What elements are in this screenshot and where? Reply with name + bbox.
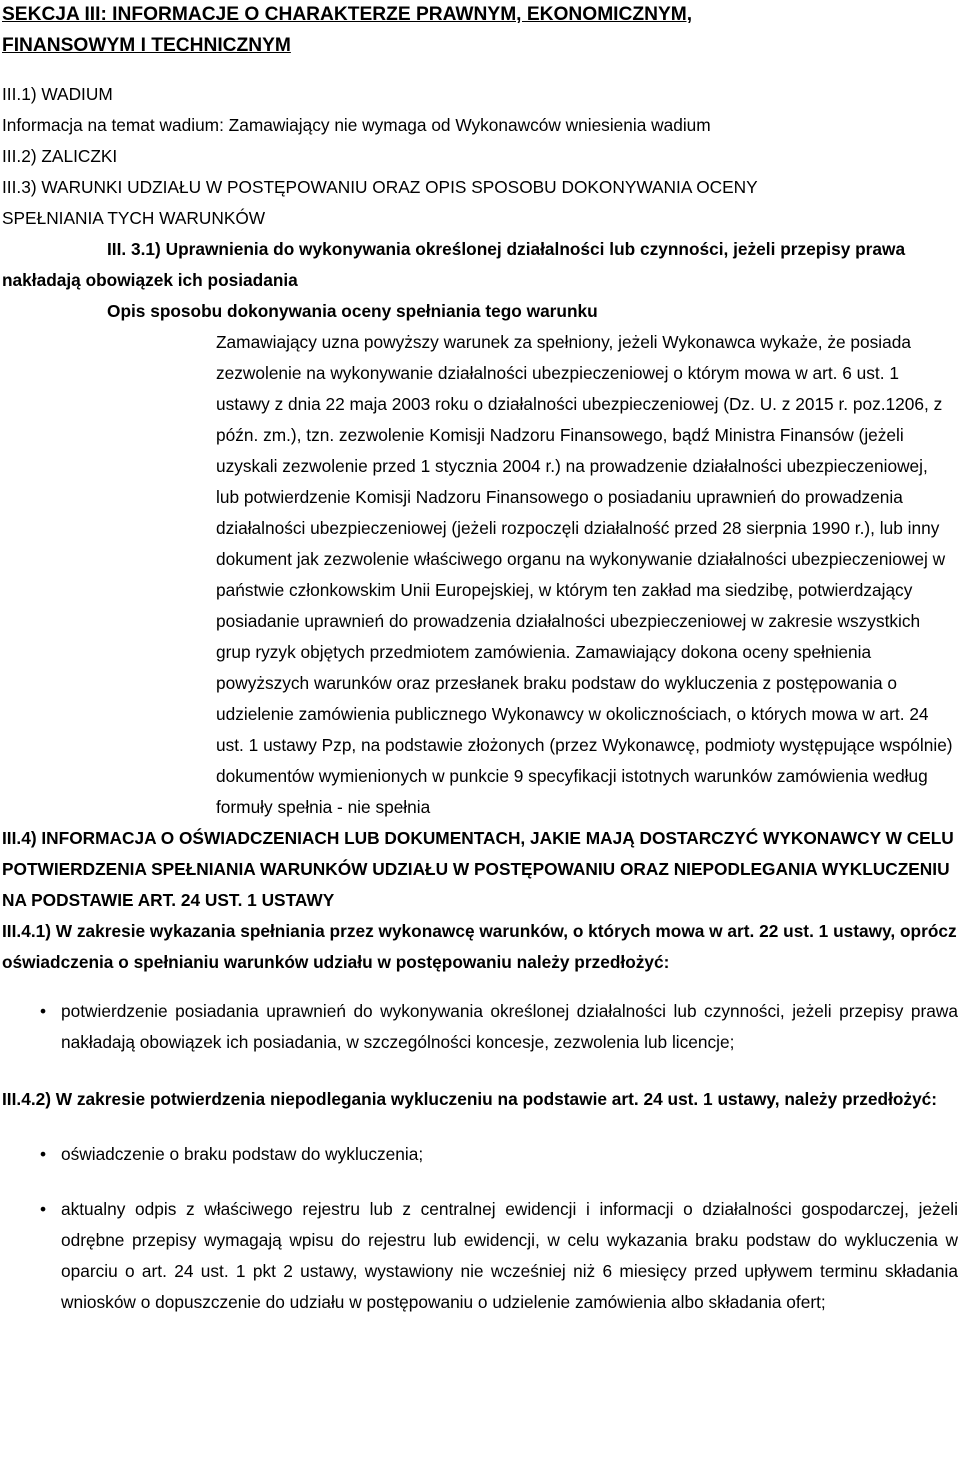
document-page xyxy=(2,0,958,1318)
oswiadczenia-heading: III.4) INFORMACJA O OŚWIADCZENIACH LUB DOKUMENTACH, JAKIE MAJĄ DOSTARCZYĆ WYKONAWCY W CELU POTWIERDZENIA SPEŁNIANIA WARUNKÓW UDZIAŁU W POSTĘPOWANIU ORAZ NIEPODLEGANIA WYKLUCZENIU NA PODSTAWIE ART. 24 UST. 1 USTAWY xyxy=(2,828,954,910)
wadium-heading: III.1) WADIUM xyxy=(2,84,113,104)
list-item-text: aktualny odpis z właściwego rejestru lub z centralnej ewidencji i informacji o działalności gospodarczej, jeżeli odrębne przepisy wymagają wpisu do rejestru lub ewidencji, w celu wykazania braku podstaw do wykluczenia w oparciu o art. 24 ust. 1 pkt 2 ustawy, wystawiony nie wcześniej niż 6 miesięcy przed upływem terminu składania wniosków o dopuszczenie do udziału w postępowaniu o udzielenie zamówienia albo składania ofert; xyxy=(61,1199,958,1312)
list-item xyxy=(2,1139,958,1170)
warunki-heading: III.3) WARUNKI UDZIAŁU W POSTĘPOWANIU ORAZ OPIS SPOSOBU DOKONYWANIA OCENY SPEŁNIANIA TYCH WARUNKÓW xyxy=(2,177,758,228)
list-item xyxy=(2,1194,958,1318)
wadium-value: Zamawiający nie wymaga od Wykonawców wniesienia wadium xyxy=(223,115,711,135)
list-item xyxy=(2,996,958,1058)
opis-text: Zamawiający uzna powyższy warunek za spełniony, jeżeli Wykonawca wykaże, że posiada zezwolenie na wykonywanie działalności ubezpieczeniowej o którym mowa w art. 6 ust. 1 ustawy z dnia 22 maja 2003 roku o działalności ubezpieczeniowej (Dz. U. z 2015 r. poz.1206, z późn. zm.), tzn. zezwolenie Komisji Nadzoru Finansowego, bądź Ministra Finansów (jeżeli uzyskali zezwolenie przed 1 stycznia 2004 r.) na prowadzenie działalności ubezpieczeniowej, lub potwierdzenie Komisji Nadzoru Finansowego o posiadaniu uprawnień do prowadzenia działalności ubezpieczeniowej (jeżeli rozpoczęli działalność przed 28 sierpnia 1990 r.), lub inny dokument jak zezwolenie właściwego organu na wykonywanie działalności ubezpieczeniowej w państwie członkowskim Unii Europejskiej, w którym ten zakład ma siedzibę, potwierdzający posiadanie uprawnień do prowadzenia działalności ubezpieczeniowej w zakresie wszystkich grup ryzyk objętych przedmiotem zamówienia. Zamawiający dokona oceny spełnienia powyższych warunków oraz przesłanek braku podstaw do wykluczenia z postępowania o udzielenie zamówienia publicznego Wykonawcy w okolicznościach, o których mowa w art. 24 ust. 1 ustawy Pzp, na podstawie złożonych (przez Wykonawcę, podmioty występujące wspólnie) dokumentów wymienionych w punkcie 9 specyfikacji istotnych warunków zamówienia według formuły spełnia - nie spełnia xyxy=(216,332,953,817)
sub41-list xyxy=(2,996,958,1058)
section-title-line2: FINANSOWYM I TECHNICZNYM xyxy=(2,35,291,56)
list-item-text: potwierdzenie posiadania uprawnień do wykonywania określonej działalności lub czynności, jeżeli przepisy prawa nakładają obowiązek ich posiadania, w szczególności koncesje, zezwolenia lub licencje; xyxy=(61,1001,958,1052)
wadium-label: Informacja na temat wadium: xyxy=(2,115,224,135)
section-title xyxy=(2,0,958,61)
wadium-info xyxy=(2,110,958,141)
list-item-text: oświadczenie o braku podstaw do wykluczenia; xyxy=(61,1144,424,1164)
bullet-icon: • xyxy=(40,1001,47,1021)
sub42-heading: III.4.2) W zakresie potwierdzenia niepodlegania wykluczeniu na podstawie art. 24 ust. 1 ustawy, należy przedłożyć: xyxy=(2,1089,938,1109)
uprawnienia-heading xyxy=(2,234,958,296)
zaliczki-heading: III.2) ZALICZKI xyxy=(2,146,118,166)
opis-label: Opis sposobu dokonywania oceny spełniania tego warunku xyxy=(107,301,598,321)
bullet-icon: • xyxy=(40,1199,47,1219)
sub41-heading: III.4.1) W zakresie wykazania spełniania przez wykonawcę warunków, o których mowa w art. 22 ust. 1 ustawy, oprócz oświadczenia o spełnianiu warunków udziału w postępowaniu należy przedłożyć: xyxy=(2,921,957,972)
sub42-list xyxy=(2,1139,958,1318)
uprawnienia-heading-text: III. 3.1) Uprawnienia do wykonywania określonej działalności lub czynności, jeżeli przepisy prawa nakładają obowiązek ich posiadania xyxy=(2,239,906,290)
bullet-icon: • xyxy=(40,1144,47,1164)
section-title-line1: SEKCJA III: INFORMACJE O CHARAKTERZE PRAWNYM, EKONOMICZNYM, xyxy=(2,4,693,25)
